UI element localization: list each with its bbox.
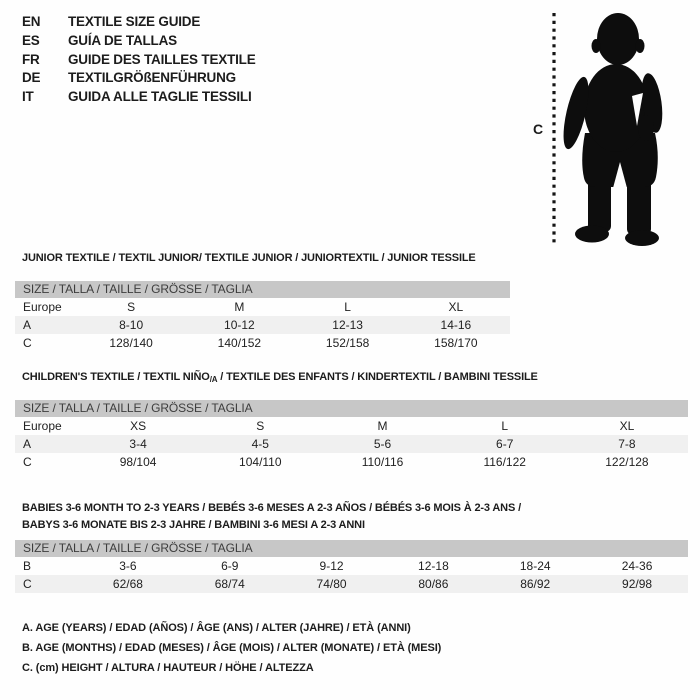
title-line: BABYS 3-6 MONATE BIS 2-3 JAHRE / BAMBINI 3-6 MESI A 2-3 ANNI xyxy=(22,519,365,531)
table-cell: 62/68 xyxy=(112,577,143,591)
junior-table-title: JUNIOR TEXTILE / TEXTIL JUNIOR/ TEXTILE JUNIOR / JUNIORTEXTIL / JUNIOR TESSILE xyxy=(22,252,476,264)
table-cell: 140/152 xyxy=(217,336,262,350)
table-cell: 9-12 xyxy=(319,559,344,573)
row-label: C xyxy=(23,336,32,350)
table-cell: XL xyxy=(448,300,464,314)
lang-row-de xyxy=(22,69,256,88)
lang-label: TEXTILE SIZE GUIDE xyxy=(68,14,201,29)
table-cell: M xyxy=(234,300,245,314)
table-cell: L xyxy=(501,419,509,433)
lang-label: GUIDA ALLE TAGLIE TESSILI xyxy=(68,89,252,105)
size-header-bar: SIZE / TALLA / TAILLE / GRÖSSE / TAGLIA xyxy=(15,281,510,298)
table-cell: XL xyxy=(619,419,635,433)
table-cell: 3-6 xyxy=(119,559,137,573)
table-cell: 10-12 xyxy=(224,318,255,332)
toddler-silhouette-icon xyxy=(530,8,700,248)
lang-row-es xyxy=(22,32,256,51)
table-cell: 6-9 xyxy=(221,559,239,573)
table-cell: 98/104 xyxy=(119,455,157,469)
table-cell: 158/170 xyxy=(434,336,478,350)
row-label: B xyxy=(23,559,32,573)
lang-code: DE xyxy=(22,70,41,86)
table-rows xyxy=(15,417,688,471)
table-row xyxy=(15,334,510,352)
table-cell: 12-13 xyxy=(332,318,363,332)
table-cell: 4-5 xyxy=(251,437,269,451)
row-label: Europe xyxy=(23,300,62,314)
title-part: CHILDREN'S TEXTILE / TEXTIL NIÑO xyxy=(22,371,210,383)
table-cell: 128/140 xyxy=(109,336,153,350)
lang-code: EN xyxy=(22,14,41,29)
table-rows xyxy=(15,557,688,593)
lang-code: FR xyxy=(22,51,40,67)
table-row xyxy=(15,453,688,471)
lang-code: IT xyxy=(22,89,34,105)
legend-line-c: C. (cm) HEIGHT / ALTURA / HAUTEUR / HÖHE / ALTEZZA xyxy=(22,662,314,674)
babies-table-title xyxy=(22,500,521,534)
row-label: C xyxy=(23,577,32,591)
size-header-bar: SIZE / TALLA / TAILLE / GRÖSSE / TAGLIA xyxy=(15,540,688,557)
table-row xyxy=(15,316,510,334)
measurement-legend xyxy=(22,618,441,678)
table-row xyxy=(15,435,688,453)
lang-label: TEXTILGRÖßENFÜHRUNG xyxy=(68,70,236,86)
row-label: C xyxy=(23,455,32,469)
table-cell: 68/74 xyxy=(214,577,245,591)
table-cell: 3-4 xyxy=(129,437,147,451)
table-row xyxy=(15,575,688,593)
lang-row-en xyxy=(22,13,256,32)
table-cell: M xyxy=(377,419,388,433)
babies-size-table xyxy=(15,540,688,593)
table-cell: 152/158 xyxy=(325,336,370,350)
size-figure xyxy=(530,8,700,248)
row-label: A xyxy=(23,437,32,451)
table-row xyxy=(15,298,510,316)
title-part: / TEXTILE DES ENFANTS / KINDERTEXTIL / BAMBINI TESSILE xyxy=(217,371,538,383)
table-cell: 122/128 xyxy=(605,455,649,469)
table-cell: 8-10 xyxy=(119,318,144,332)
table-cell: 14-16 xyxy=(440,318,472,332)
legend-line-b: B. AGE (MONTHS) / EDAD (MESES) / ÂGE (MOIS) / ALTER (MONATE) / ETÀ (MESI) xyxy=(22,642,442,654)
table-cell: XS xyxy=(130,419,147,433)
table-cell: 18-24 xyxy=(519,559,551,573)
table-cell: 110/116 xyxy=(361,455,404,469)
table-cell: S xyxy=(256,419,265,433)
legend-line-a: A. AGE (YEARS) / EDAD (AÑOS) / ÂGE (ANS) / ALTER (JAHRE) / ETÀ (ANNI) xyxy=(22,622,411,634)
lang-code: ES xyxy=(22,32,40,48)
height-measure-label: C xyxy=(533,121,544,137)
table-cell: 86/92 xyxy=(520,577,551,591)
lang-label: GUIDE DES TAILLES TEXTILE xyxy=(68,51,256,67)
children-table-title xyxy=(22,371,538,384)
lang-row-fr xyxy=(22,51,256,70)
table-rows xyxy=(15,298,510,352)
junior-size-table xyxy=(15,281,510,352)
children-size-table xyxy=(15,400,688,471)
lang-label: GUÍA DE TALLAS xyxy=(68,32,177,48)
row-label: A xyxy=(23,318,32,332)
table-cell: 12-18 xyxy=(418,559,449,573)
table-cell: 80/86 xyxy=(418,577,449,591)
title-subscript: /A xyxy=(209,375,218,384)
table-cell: S xyxy=(127,300,136,314)
table-cell: 116/122 xyxy=(483,455,526,469)
table-cell: 5-6 xyxy=(373,437,392,451)
table-cell: 92/98 xyxy=(622,577,653,591)
table-row xyxy=(15,557,688,575)
table-cell: 74/80 xyxy=(316,577,347,591)
lang-row-it xyxy=(22,88,256,107)
table-cell: 6-7 xyxy=(496,437,514,451)
size-header-bar: SIZE / TALLA / TAILLE / GRÖSSE / TAGLIA xyxy=(15,400,688,417)
title-line: BABIES 3-6 MONTH TO 2-3 YEARS / BEBÉS 3-6 MESES A 2-3 AÑOS / BÉBÉS 3-6 MOIS À 2-3 ANS / xyxy=(22,502,521,514)
row-label: Europe xyxy=(23,419,62,433)
table-cell: 24-36 xyxy=(621,559,653,573)
language-list xyxy=(22,13,256,107)
table-cell: 7-8 xyxy=(618,437,636,451)
table-row xyxy=(15,417,688,435)
table-cell: 104/110 xyxy=(239,455,282,469)
table-cell: L xyxy=(344,300,351,314)
